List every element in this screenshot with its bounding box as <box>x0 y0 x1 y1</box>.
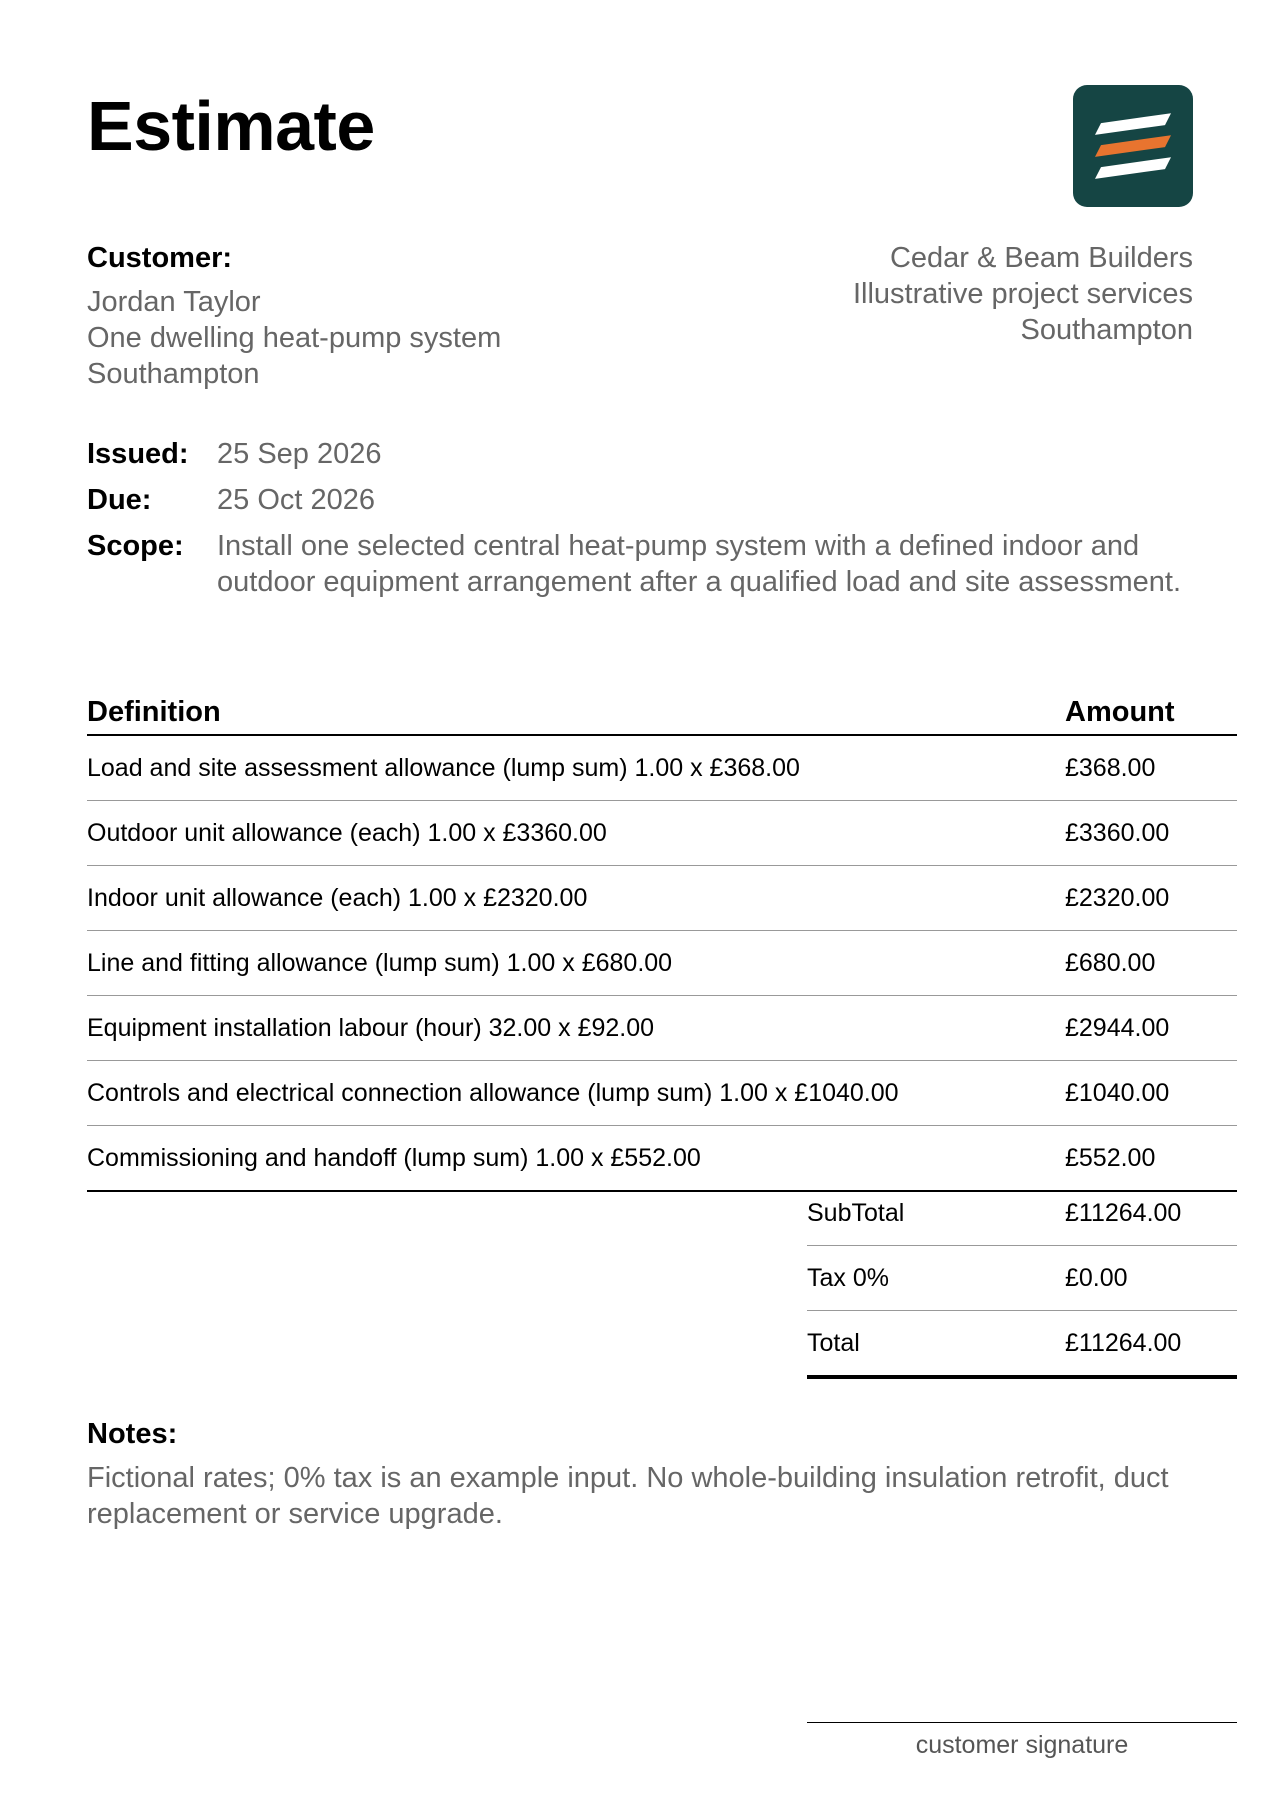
due-label: Due: <box>87 484 152 516</box>
subtotal-value: £11264.00 <box>1065 1198 1182 1227</box>
line-items-table <box>87 690 1237 1192</box>
amount-header: Amount <box>1065 695 1175 728</box>
due-date: 25 Oct 2026 <box>217 484 375 516</box>
table-row <box>87 1061 1237 1126</box>
row-definition: Line and fitting allowance (lump sum) 1.00 x £680.00 <box>87 948 673 977</box>
row-definition: Indoor unit allowance (each) 1.00 x £2320.00 <box>87 883 588 912</box>
company-block <box>673 240 1193 348</box>
total-label: Total <box>807 1328 860 1357</box>
company-tagline: Illustrative project services <box>852 278 1193 310</box>
row-definition: Equipment installation labour (hour) 32.00 x £92.00 <box>87 1013 655 1042</box>
tax-value: £0.00 <box>1065 1263 1128 1292</box>
notes-label: Notes: <box>87 1418 178 1450</box>
issued-label: Issued: <box>87 438 189 470</box>
total-value: £11264.00 <box>1065 1328 1182 1357</box>
total-row <box>807 1311 1237 1379</box>
subtotal-label: SubTotal <box>807 1198 905 1227</box>
row-amount: £1040.00 <box>1065 1078 1170 1107</box>
tax-row <box>807 1246 1237 1311</box>
customer-block <box>87 240 687 392</box>
signature-label: customer signature <box>915 1731 1129 1759</box>
signature-line <box>807 1722 1237 1760</box>
row-definition: Controls and electrical connection allowance (lump sum) 1.00 x £1040.00 <box>87 1078 899 1107</box>
table-row <box>87 931 1237 996</box>
page-title: Estimate <box>87 87 375 165</box>
tax-label: Tax 0% <box>807 1263 889 1292</box>
customer-name: Jordan Taylor <box>87 286 261 318</box>
scope-label: Scope: <box>87 530 184 562</box>
row-amount: £2944.00 <box>1065 1013 1170 1042</box>
notes-text: Fictional rates; 0% tax is an example input. No whole-building insulation retrofit, duct replacement or service upgrade. <box>87 1462 1169 1530</box>
definition-header: Definition <box>87 695 221 728</box>
totals-block <box>807 1181 1237 1379</box>
due-row <box>87 482 1237 518</box>
row-definition: Commissioning and handoff (lump sum) 1.00 x £552.00 <box>87 1143 701 1172</box>
subtotal-row <box>807 1181 1237 1246</box>
customer-project: One dwelling heat-pump system <box>87 322 502 354</box>
customer-location: Southampton <box>87 358 260 390</box>
issued-date: 25 Sep 2026 <box>217 438 382 470</box>
scope-row <box>87 528 1237 600</box>
table-row <box>87 866 1237 931</box>
table-header <box>87 690 1237 736</box>
issued-row <box>87 436 1237 472</box>
row-definition: Load and site assessment allowance (lump sum) 1.00 x £368.00 <box>87 753 800 782</box>
table-row <box>87 736 1237 801</box>
customer-label: Customer: <box>87 242 233 274</box>
scope-text: Install one selected central heat-pump system with a defined indoor and outdoor equipment arrangement after a qualified load and site assessment. <box>217 530 1182 598</box>
table-row <box>87 996 1237 1061</box>
stacked-bars-logo-icon <box>1073 85 1193 207</box>
row-amount: £552.00 <box>1065 1143 1156 1172</box>
company-location: Southampton <box>1020 314 1193 346</box>
company-name: Cedar & Beam Builders <box>889 242 1193 274</box>
notes-block <box>87 1416 1237 1532</box>
row-definition: Outdoor unit allowance (each) 1.00 x £3360.00 <box>87 818 607 847</box>
company-logo <box>1073 85 1193 207</box>
estimate-page <box>87 0 1237 1800</box>
estimate-meta <box>87 436 1237 610</box>
row-amount: £3360.00 <box>1065 818 1170 847</box>
row-amount: £368.00 <box>1065 753 1156 782</box>
row-amount: £2320.00 <box>1065 883 1170 912</box>
row-amount: £680.00 <box>1065 948 1156 977</box>
table-row <box>87 801 1237 866</box>
